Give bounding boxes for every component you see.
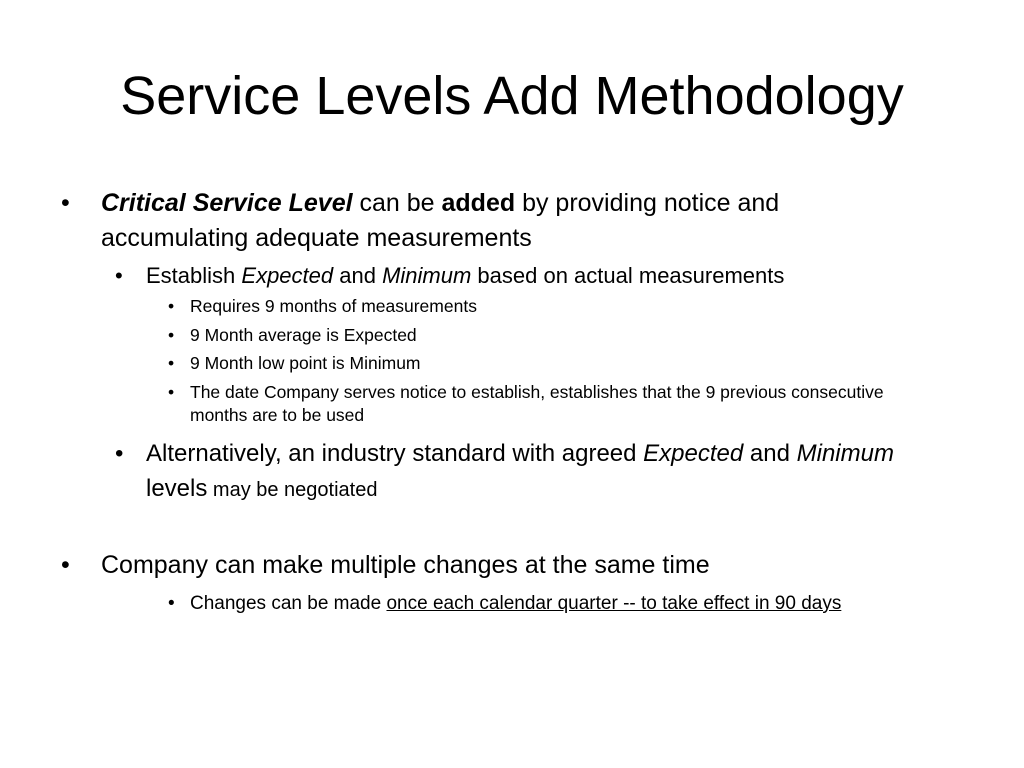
bullet-text: levels bbox=[146, 475, 208, 502]
bullet-dot-icon: • bbox=[168, 593, 175, 614]
expected-term: Expected bbox=[643, 440, 744, 467]
bullet-dot-icon: • bbox=[168, 325, 175, 345]
bullet-text: may be negotiated bbox=[207, 479, 378, 501]
bullet-alternatively bbox=[115, 436, 936, 508]
list-item bbox=[168, 295, 930, 318]
critical-service-level-term: Critical Service Level bbox=[101, 189, 353, 217]
minimum-term: Minimum bbox=[382, 263, 472, 288]
bullet-dot-icon: • bbox=[168, 382, 175, 402]
bullet-text: can be bbox=[352, 189, 442, 217]
bullet-dot-icon: • bbox=[115, 440, 124, 467]
bullet-text: Company can make multiple changes at the same time bbox=[101, 551, 710, 579]
minimum-term: Minimum bbox=[796, 440, 894, 467]
bullet-establish-expected-minimum bbox=[115, 259, 936, 292]
slide-title: Service Levels Add Methodology bbox=[120, 66, 904, 126]
bullet-text: and bbox=[333, 263, 383, 288]
bullet-text: Alternatively, an industry standard with agreed bbox=[146, 440, 644, 467]
bullet-critical-service-level bbox=[61, 186, 913, 256]
bullet-dot-icon: • bbox=[61, 189, 70, 217]
list-item bbox=[168, 381, 890, 427]
bullet-text: Requires 9 months of measurements bbox=[190, 296, 477, 316]
bullet-text: 9 Month low point is Minimum bbox=[190, 353, 421, 373]
bullet-dot-icon: • bbox=[61, 551, 70, 579]
list-item bbox=[168, 352, 930, 375]
list-item bbox=[168, 324, 930, 347]
bullet-text: by providing notice and accumulating adequate measurements bbox=[101, 189, 780, 252]
added-emphasis: added bbox=[441, 189, 516, 217]
quarterly-change-rule: once each calendar quarter -- to take effect in 90 days bbox=[386, 593, 842, 614]
bullet-text: Changes can be made bbox=[190, 593, 387, 614]
bullet-dot-icon: • bbox=[168, 353, 175, 373]
bullet-text: The date Company serves notice to establish, establishes that the 9 previous consecutive months are to be used bbox=[190, 382, 884, 425]
bullet-multiple-changes bbox=[61, 548, 913, 583]
expected-term: Expected bbox=[241, 263, 334, 288]
bullet-text: and bbox=[743, 440, 797, 467]
bullet-text: Establish bbox=[146, 263, 242, 288]
bullet-changes-quarterly bbox=[168, 591, 930, 616]
bullet-dot-icon: • bbox=[115, 263, 123, 288]
bullet-text: 9 Month average is Expected bbox=[190, 325, 417, 345]
bullet-text: based on actual measurements bbox=[471, 263, 785, 288]
bullet-dot-icon: • bbox=[168, 296, 175, 316]
